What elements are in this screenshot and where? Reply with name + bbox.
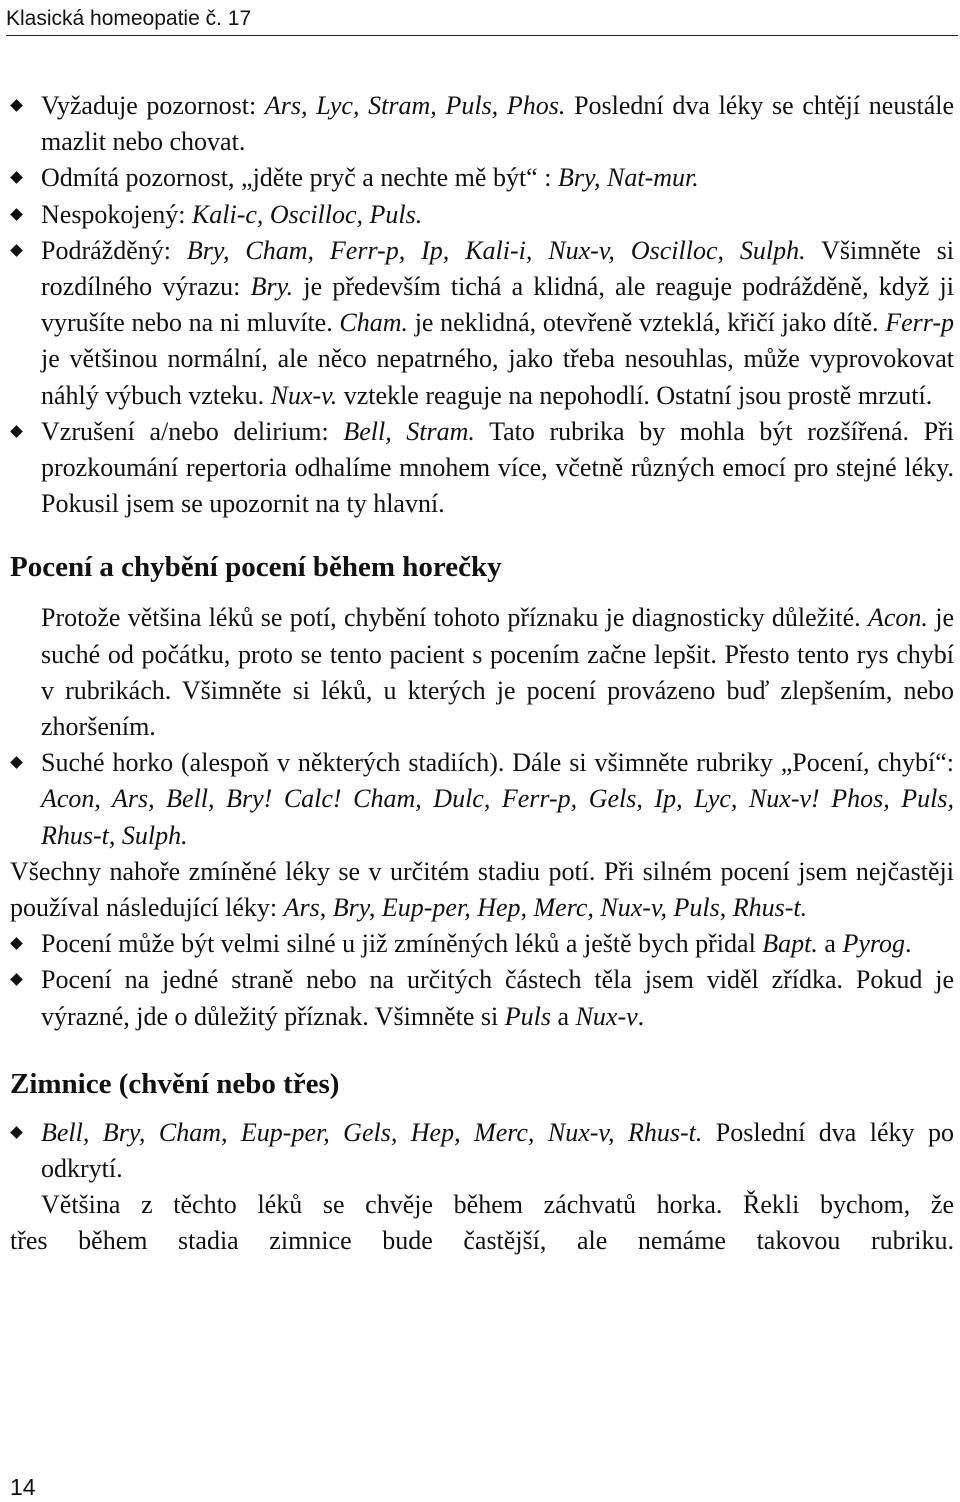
- paragraph: [10, 600, 954, 745]
- running-header: [6, 3, 958, 36]
- text-line: Většina z těchto léků se chvěje během záchvatů horka. Řekli bychom, že: [41, 1190, 954, 1220]
- text: Pocení na jedné straně nebo na určitých částech těla jsem viděl zřídka. Pokud je výrazné, jde o důležitý příznak. Všimněte si: [41, 965, 954, 1031]
- remedy-list: Bell, Stram.: [343, 416, 475, 446]
- text: .: [905, 929, 912, 959]
- list-item: [10, 1115, 954, 1187]
- text: Všimněte si rozdílného výrazu:: [41, 235, 954, 302]
- section-heading: Pocení a chybění pocení během horečky: [10, 551, 502, 584]
- remedy-name: Puls: [504, 1001, 552, 1031]
- text: Suché horko (alespoň v některých stadiích). Dále si všimněte rubriky „Pocení, chybí“:: [41, 748, 954, 778]
- header-title: Klasická homeopatie č. 17: [6, 7, 252, 30]
- text-line: třes během stadia zimnice bude častější, ale nemáme takovou rubriku.: [10, 1226, 954, 1256]
- text: Protože většina léků se potí, chybění tohoto příznaku je diagnosticky důležité.: [41, 603, 868, 633]
- remedy-list: Bry, Nat-mur.: [557, 163, 699, 193]
- section-heading: Zimnice (chvění nebo třes): [10, 1067, 340, 1100]
- text: je suché od počátku, proto se tento pacient s pocením začne lepšit. Přesto tento rys chybí v rubrikách. Všimněte si léků, u kterých je pocení provázeno buď zlepšením, nebo zhoršením.: [41, 603, 954, 742]
- diamond-bullet-icon: [10, 244, 24, 258]
- text: a: [551, 1001, 576, 1031]
- list-item: [10, 197, 954, 233]
- text: Všechny nahoře zmíněné léky se v určitém stadiu potí. Při silném pocení jsem nejčastěji používal následující léky:: [10, 856, 954, 923]
- remedy-name: Acon.: [868, 603, 928, 633]
- text: Pocení může být velmi silné u již zmíněných léků a ještě bych přidal: [41, 929, 763, 959]
- diamond-bullet-icon: [10, 973, 24, 987]
- diamond-bullet-icon: [10, 425, 24, 439]
- list-item: [10, 160, 954, 196]
- remedy-list: Kali-c, Oscilloc, Puls.: [191, 199, 423, 229]
- diamond-bullet-icon: [10, 208, 24, 222]
- paragraph: [10, 1187, 954, 1259]
- list-item: [10, 962, 954, 1034]
- list-item: [10, 926, 954, 962]
- remedy-list: Bry, Cham, Ferr-p, Ip, Kali-i, Nux-v, Oscilloc, Sulph.: [186, 235, 806, 265]
- text: Tato rubrika by mohla být rozšířená. Při prozkoumání repertoria odhalíme mnohem více, včetně různých emocí pro stejné léky. Pokusil jsem se upozornit na ty hlavní.: [41, 416, 954, 519]
- remedy-name: Pyrog: [842, 929, 906, 959]
- text: je především tichá a klidná, ale reaguje podrážděně, když ji vyrušíte nebo na ni mluvíte.: [41, 272, 955, 338]
- text: Odmítá pozornost, „jděte pryč a nechte mě být“ :: [41, 163, 558, 193]
- page-number: 14: [10, 1474, 36, 1500]
- remedy-name: Bapt.: [762, 929, 818, 959]
- text: Vyžaduje pozornost:: [41, 91, 265, 120]
- text: Poslední dva léky po odkrytí.: [41, 1117, 954, 1184]
- remedy-list: Bell, Bry, Cham, Eup-per, Gels, Hep, Merc, Nux-v, Rhus-t.: [41, 1117, 703, 1147]
- text: .: [637, 1001, 645, 1031]
- text: je většinou normální, ale něco nepatrného, jako třeba nesouhlas, může vyprovokovat náhlý výbuch vzteku.: [41, 344, 954, 410]
- diamond-bullet-icon: [10, 937, 24, 951]
- text: Podrážděný:: [41, 235, 187, 265]
- remedy-name: Ferr-p: [885, 308, 954, 338]
- text: vztekle reaguje na nepohodlí. Ostatní jsou prostě mrzutí.: [337, 380, 933, 410]
- text: a: [817, 929, 843, 959]
- remedy-name: Nux-v.: [270, 380, 338, 410]
- diamond-bullet-icon: [10, 756, 24, 770]
- text: Poslední dva léky se chtějí neustále mazlit nebo chovat.: [41, 91, 954, 157]
- remedy-list: Acon, Ars, Bell, Bry! Calc! Cham, Dulc, Ferr-p, Gels, Ip, Lyc, Nux-v! Phos, Puls, Rhus-t, Sulph.: [41, 784, 954, 850]
- remedy-list: Ars, Bry, Eup-per, Hep, Merc, Nux-v, Puls, Rhus-t.: [283, 893, 808, 923]
- list-item: [10, 233, 954, 414]
- remedy-list: Ars, Lyc, Stram, Puls, Phos.: [264, 91, 566, 120]
- text: Vzrušení a/nebo delirium:: [41, 416, 344, 446]
- diamond-bullet-icon: [10, 1126, 24, 1140]
- diamond-bullet-icon: [10, 99, 24, 113]
- remedy-name: Bry.: [250, 272, 294, 302]
- list-item: [10, 88, 954, 160]
- list-item: [10, 414, 954, 523]
- list-item: [10, 745, 954, 854]
- remedy-name: Nux-v: [575, 1001, 638, 1031]
- remedy-name: Cham.: [339, 308, 409, 338]
- page-content: [10, 88, 954, 1260]
- diamond-bullet-icon: [10, 171, 24, 185]
- text: Nespokojený:: [41, 199, 192, 229]
- paragraph: [10, 854, 954, 926]
- text: je neklidná, otevřeně vzteklá, křičí jako dítě.: [408, 308, 886, 338]
